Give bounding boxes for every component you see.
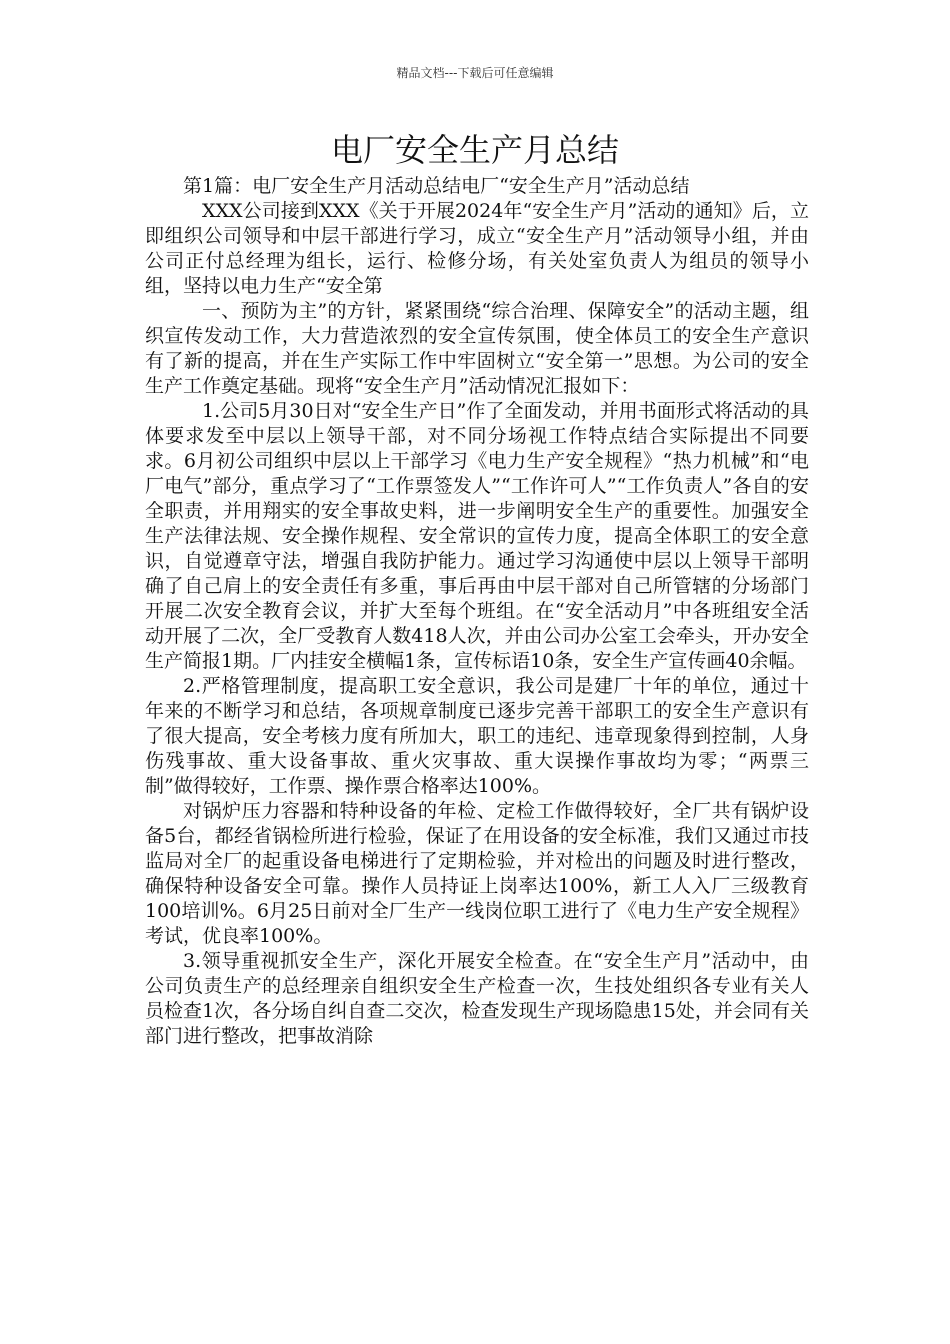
page-title: 电厂安全生产月总结 [330, 131, 619, 169]
document-body [145, 174, 809, 1049]
paragraph-heading: 第1篇：电厂安全生产月活动总结电厂“安全生产月”活动总结 [183, 175, 690, 197]
paragraph: 1.公司5月30日对“安全生产日”作了全面发动，并用书面形式将活动的具体要求发至中层以上领导干部，对不同分场视工作特点结合实际提出不同要求。6月初公司组织中层以上干部学习《电力生产安全规程》“热力机械”和“电厂电气”部分，重点学习了“工作票签发人”“工作许可人”“工作负责人”各自的安全职责，并用翔实的安全事故史料，进一步阐明安全生产的重要性。加强安全生产法律法规、安全操作规程、安全常识的宣传力度，提高全体职工的安全意识，自觉遵章守法，增强自我防护能力。通过学习沟通使中层以上领导干部明确了自己肩上的安全责任有多重，事后再由中层干部对自己所管辖的分场部门开展二次安全教育会议，并扩大至每个班组。在“安全活动月”中各班组安全活动开展了二次，全厂受教育人数418人次，并由公司办公室工会牵头，开办安全生产简报1期。厂内挂安全横幅1条，宣传标语10条，安全生产宣传画40余幅。 [145, 400, 809, 672]
paragraph: 对锅炉压力容器和特种设备的年检、定检工作做得较好，全厂共有锅炉设备5台，都经省锅检所进行检验，保证了在用设备的安全标准，我们又通过市技监局对全厂的起重设备电梯进行了定期检验，并对检出的问题及时进行整改，确保特种设备安全可靠。操作人员持证上岗率达100%，新工人入厂三级教育100培训%。6月25日前对全厂生产一线岗位职工进行了《电力生产安全规程》考试，优良率100%。 [145, 800, 809, 947]
paragraph: 2.严格管理制度，提高职工安全意识，我公司是建厂十年的单位，通过十年来的不断学习和总结，各项规章制度已逐步完善干部职工的安全生产意识有了很大提高，安全考核力度有所加大，职工的违纪、违章现象得到控制，人身伤残事故、重大设备事故、重火灾事故、重大误操作事故均为零；“两票三制”做得较好，工作票、操作票合格率达100%。 [145, 675, 809, 797]
header-note: 精品文档---下载后可任意编辑 [396, 66, 554, 80]
paragraph: 一、预防为主”的方针，紧紧围绕“综合治理、保障安全”的活动主题，组织宣传发动工作，大力营造浓烈的安全宣传氛围，使全体员工的安全生产意识有了新的提高，并在生产实际工作中牢固树立“安全第一”思想。为公司的安全生产工作奠定基础。现将“安全生产月”活动情况汇报如下： [145, 300, 809, 397]
paragraph: XXX公司接到XXX《关于开展2024年“安全生产月”活动的通知》后，立即组织公司领导和中层干部进行学习，成立“安全生产月”活动领导小组，并由公司正付总经理为组长，运行、检修分场，有关处室负责人为组员的领导小组，坚持以电力生产“安全第 [145, 200, 809, 297]
paragraph: 3.领导重视抓安全生产，深化开展安全检查。在“安全生产月”活动中，由公司负责生产的总经理亲自组织安全生产检查一次，生技处组织各专业有关人员检查1次，各分场自纠自查二交次，检查发现生产现场隐患15处，并会同有关部门进行整改，把事故消除 [145, 950, 809, 1047]
